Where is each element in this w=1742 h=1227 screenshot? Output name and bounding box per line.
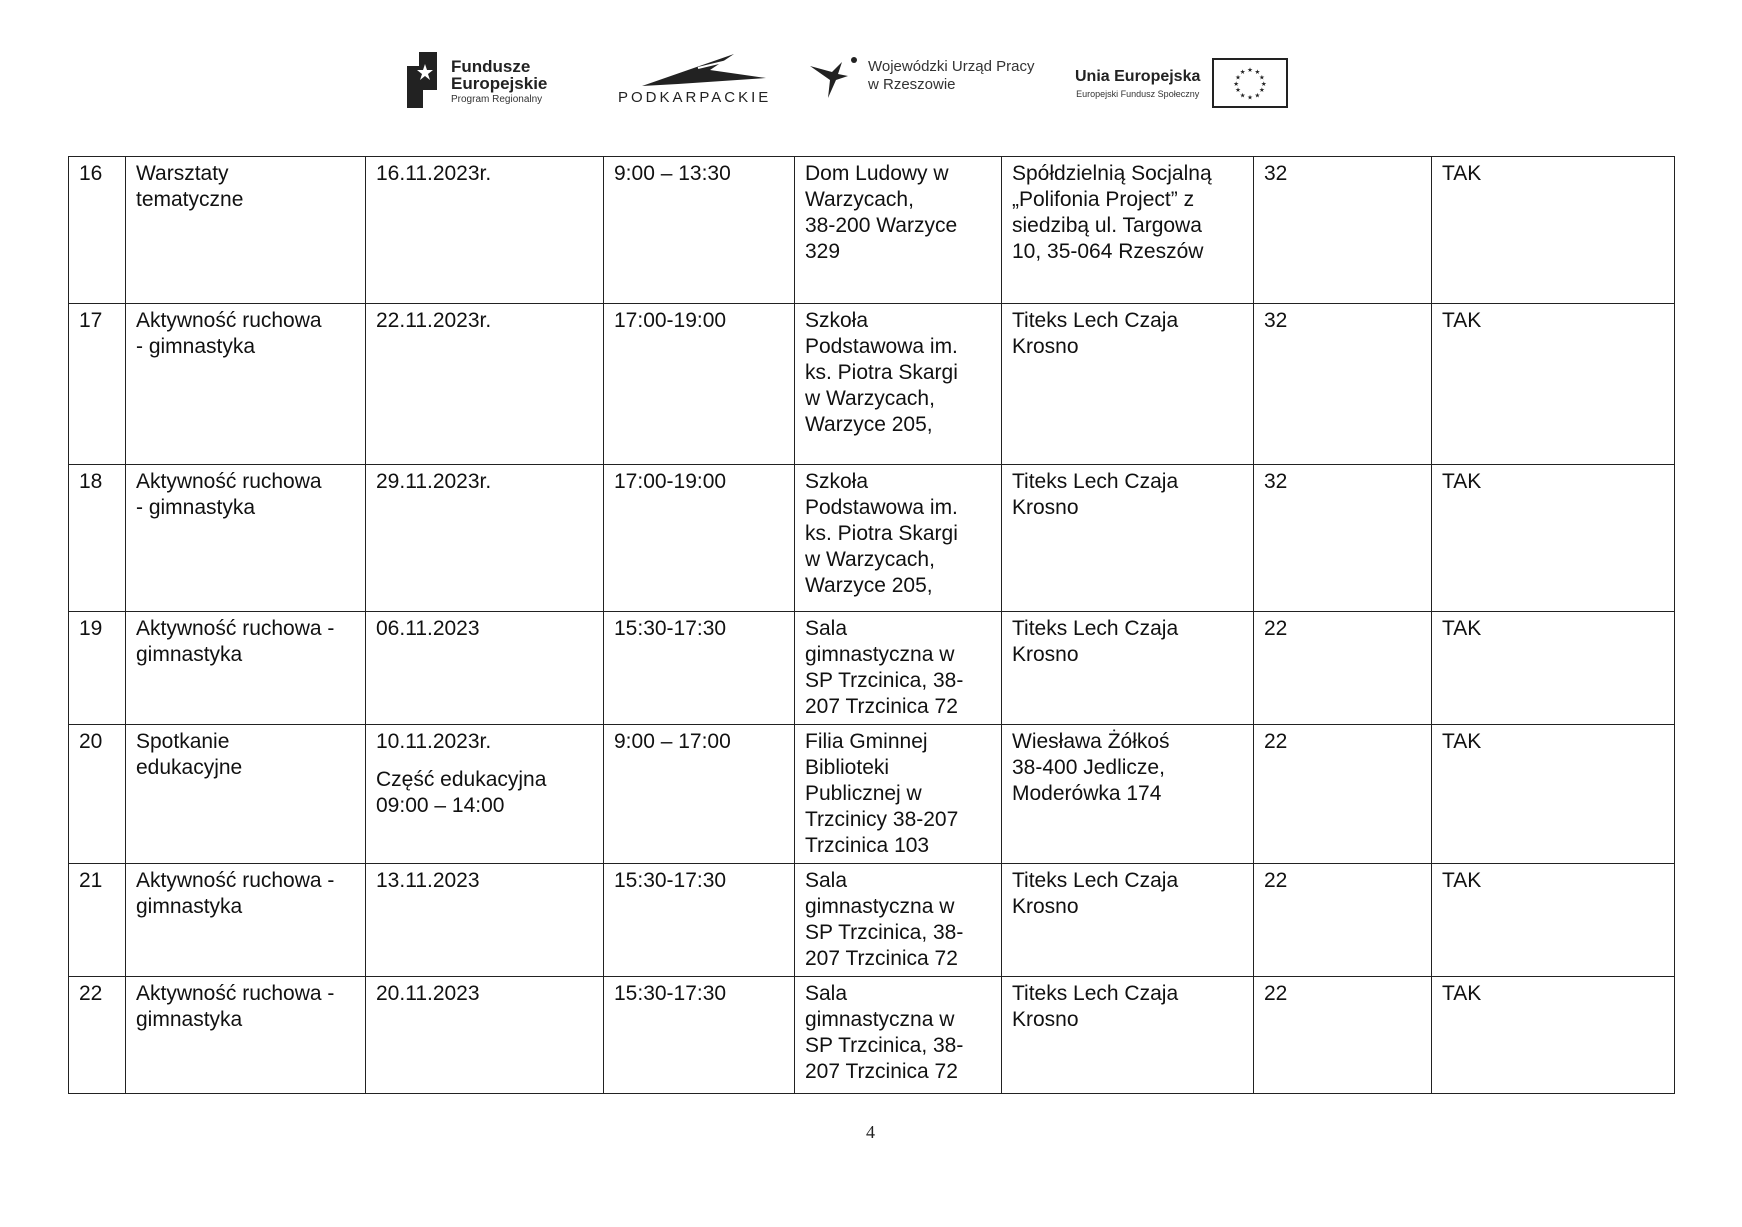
provider-cell: Spółdzielnią Socjalną „Polifonia Project” z siedzibą ul. Targowa 10, 35-064 Rzeszów <box>1002 157 1254 304</box>
row-number: 21 <box>69 864 126 977</box>
answer-cell: TAK <box>1432 725 1675 864</box>
place-cell: Sala gimnastyczna w SP Trzcinica, 38- 207 Trzcinica 72 <box>795 864 1002 977</box>
ue-line1: Unia Europejska <box>1075 67 1201 85</box>
podkarpackie-logo <box>618 52 778 108</box>
place-cell: Szkoła Podstawowa im. ks. Piotra Skargi w Warzycach, Warzyce 205, <box>795 465 1002 612</box>
time-cell: 15:30-17:30 <box>604 977 795 1094</box>
count-cell: 22 <box>1254 864 1432 977</box>
date-cell: 16.11.2023r. <box>366 157 604 304</box>
fundusze-europejskie-mark-icon <box>403 50 445 112</box>
place-cell: Filia Gminnej Biblioteki Publicznej w Trzcinicy 38-207 Trzcinica 103 <box>795 725 1002 864</box>
svg-text:★: ★ <box>1247 65 1254 74</box>
row-number: 19 <box>69 612 126 725</box>
count-cell: 22 <box>1254 725 1432 864</box>
wup-line1: Wojewódzki Urząd Pracy <box>868 58 1035 75</box>
provider-cell: Wiesława Żółkoś 38-400 Jedlicze, Moderówka 174 <box>1002 725 1254 864</box>
date-cell: 20.11.2023 <box>366 977 604 1094</box>
row-number: 22 <box>69 977 126 1094</box>
answer-cell: TAK <box>1432 977 1675 1094</box>
svg-text:★: ★ <box>1254 91 1261 100</box>
row-number: 17 <box>69 304 126 465</box>
time-cell: 9:00 – 13:30 <box>604 157 795 304</box>
time-cell: 15:30-17:30 <box>604 864 795 977</box>
svg-text:★: ★ <box>1235 73 1242 82</box>
svg-text:★: ★ <box>1254 67 1261 76</box>
fe-logo-line3: Program Regionalny <box>451 93 543 105</box>
answer-cell: TAK <box>1432 864 1675 977</box>
place-cell: Szkoła Podstawowa im. ks. Piotra Skargi w Warzycach, Warzyce 205, <box>795 304 1002 465</box>
activity-cell: Warsztaty tematyczne <box>126 157 366 304</box>
activity-cell: Aktywność ruchowa - gimnastyka <box>126 864 366 977</box>
table-row <box>69 465 1675 612</box>
row-number: 20 <box>69 725 126 864</box>
page-number: 4 <box>866 1122 875 1142</box>
svg-text:★: ★ <box>1235 86 1242 95</box>
fe-logo-line1: Fundusze <box>451 56 531 76</box>
schedule-table <box>68 156 1675 1094</box>
answer-cell: TAK <box>1432 612 1675 725</box>
wup-bird-icon <box>808 50 860 102</box>
time-cell: 17:00-19:00 <box>604 304 795 465</box>
table-row <box>69 725 1675 864</box>
provider-cell: Titeks Lech Czaja Krosno <box>1002 977 1254 1094</box>
table-row <box>69 304 1675 465</box>
svg-text:★: ★ <box>1247 93 1254 102</box>
table-row <box>69 864 1675 977</box>
svg-text:★: ★ <box>1240 67 1246 76</box>
provider-cell: Titeks Lech Czaja Krosno <box>1002 465 1254 612</box>
activity-cell: Aktywność ruchowa - gimnastyka <box>126 612 366 725</box>
answer-cell: TAK <box>1432 304 1675 465</box>
time-cell: 15:30-17:30 <box>604 612 795 725</box>
activity-cell: Aktywność ruchowa - gimnastyka <box>126 304 366 465</box>
count-cell: 22 <box>1254 612 1432 725</box>
count-cell: 32 <box>1254 304 1432 465</box>
fe-logo-line2: Europejskie <box>451 73 548 93</box>
svg-text:★: ★ <box>1259 73 1266 82</box>
svg-text:★: ★ <box>1233 79 1240 88</box>
time-cell: 17:00-19:00 <box>604 465 795 612</box>
svg-text:★: ★ <box>1261 79 1268 88</box>
table-row <box>69 612 1675 725</box>
svg-text:★: ★ <box>1259 86 1266 95</box>
activity-cell: Aktywność ruchowa - gimnastyka <box>126 465 366 612</box>
svg-text:★: ★ <box>1240 91 1246 100</box>
table-row <box>69 977 1675 1094</box>
date-cell: 22.11.2023r. <box>366 304 604 465</box>
podkarpackie-text: PODKARPACKIE <box>618 89 772 106</box>
answer-cell: TAK <box>1432 157 1675 304</box>
date-cell: 10.11.2023r. Część edukacyjna 09:00 – 14:00 <box>366 725 604 864</box>
date-cell: 06.11.2023 <box>366 612 604 725</box>
provider-cell: Titeks Lech Czaja Krosno <box>1002 304 1254 465</box>
time-cell: 9:00 – 17:00 <box>604 725 795 864</box>
answer-cell: TAK <box>1432 465 1675 612</box>
eu-flag-icon <box>1212 58 1288 108</box>
count-cell: 22 <box>1254 977 1432 1094</box>
place-cell: Sala gimnastyczna w SP Trzcinica, 38- 207 Trzcinica 72 <box>795 977 1002 1094</box>
date-cell: 13.11.2023 <box>366 864 604 977</box>
activity-cell: Aktywność ruchowa - gimnastyka <box>126 977 366 1094</box>
place-cell: Dom Ludowy w Warzycach, 38-200 Warzyce 329 <box>795 157 1002 304</box>
wup-logo <box>808 50 1034 102</box>
count-cell: 32 <box>1254 157 1432 304</box>
table-row <box>69 157 1675 304</box>
wup-line2: w Rzeszowie <box>868 76 956 93</box>
podkarpackie-swoosh-icon <box>638 52 768 90</box>
provider-cell: Titeks Lech Czaja Krosno <box>1002 864 1254 977</box>
activity-cell: Spotkanie edukacyjne <box>126 725 366 864</box>
ue-line2: Europejski Fundusz Społeczny <box>1076 88 1200 99</box>
fundusze-europejskie-logo <box>403 50 547 112</box>
row-number: 16 <box>69 157 126 304</box>
row-number: 18 <box>69 465 126 612</box>
date-cell: 29.11.2023r. <box>366 465 604 612</box>
count-cell: 32 <box>1254 465 1432 612</box>
unia-europejska-logo <box>1075 58 1288 108</box>
place-cell: Sala gimnastyczna w SP Trzcinica, 38- 207 Trzcinica 72 <box>795 612 1002 725</box>
provider-cell: Titeks Lech Czaja Krosno <box>1002 612 1254 725</box>
